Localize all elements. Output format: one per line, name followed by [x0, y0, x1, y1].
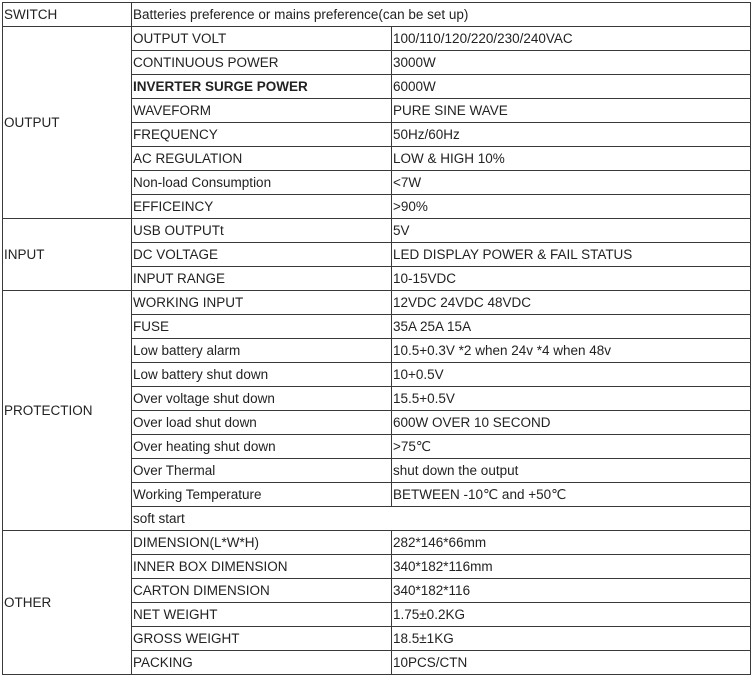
spec-label: FUSE — [132, 315, 392, 339]
spec-label: Over load shut down — [132, 411, 392, 435]
table-row — [3, 531, 751, 555]
spec-value: 282*146*66mm — [392, 531, 751, 555]
spec-value: 35A 25A 15A — [392, 315, 751, 339]
spec-label: Over heating shut down — [132, 435, 392, 459]
spec-label: Low battery alarm — [132, 339, 392, 363]
spec-value: shut down the output — [392, 459, 751, 483]
spec-value: 10.5+0.3V *2 when 24v *4 when 48v — [392, 339, 751, 363]
spec-label: EFFICEINCY — [132, 195, 392, 219]
spec-value: 1.75±0.2KG — [392, 603, 751, 627]
spec-value: PURE SINE WAVE — [392, 99, 751, 123]
spec-value: <7W — [392, 171, 751, 195]
spec-value: 50Hz/60Hz — [392, 123, 751, 147]
switch-value: Batteries preference or mains preference(can be set up) — [132, 3, 751, 27]
spec-label: CONTINUOUS POWER — [132, 51, 392, 75]
spec-label: Over Thermal — [132, 459, 392, 483]
spec-label: OUTPUT VOLT — [132, 27, 392, 51]
table-row — [3, 291, 751, 315]
spec-value: 3000W — [392, 51, 751, 75]
table-row — [3, 219, 751, 243]
spec-value: BETWEEN -10℃ and +50℃ — [392, 483, 751, 507]
spec-value: 10+0.5V — [392, 363, 751, 387]
spec-label: FREQUENCY — [132, 123, 392, 147]
spec-value: 6000W — [392, 75, 751, 99]
spec-value: 340*182*116 — [392, 579, 751, 603]
spec-value: 10PCS/CTN — [392, 651, 751, 675]
spec-value: 18.5±1KG — [392, 627, 751, 651]
spec-label: PACKING — [132, 651, 392, 675]
category-other: OTHER — [3, 531, 132, 675]
spec-label: CARTON DIMENSION — [132, 579, 392, 603]
table-row — [3, 27, 751, 51]
spec-label: WAVEFORM — [132, 99, 392, 123]
spec-label: Low battery shut down — [132, 363, 392, 387]
soft-start-label: soft start — [132, 507, 751, 531]
spec-value: 10-15VDC — [392, 267, 751, 291]
spec-value: 100/110/120/220/230/240VAC — [392, 27, 751, 51]
spec-label: USB OUTPUTt — [132, 219, 392, 243]
spec-table — [2, 2, 751, 675]
spec-value: >90% — [392, 195, 751, 219]
category-switch: SWITCH — [3, 3, 132, 27]
spec-value: 5V — [392, 219, 751, 243]
spec-label: NET WEIGHT — [132, 603, 392, 627]
category-output: OUTPUT — [3, 27, 132, 219]
spec-value: >75℃ — [392, 435, 751, 459]
spec-label: AC REGULATION — [132, 147, 392, 171]
spec-label: INNER BOX DIMENSION — [132, 555, 392, 579]
category-protection: PROTECTION — [3, 291, 132, 531]
spec-value: 12VDC 24VDC 48VDC — [392, 291, 751, 315]
spec-value: 600W OVER 10 SECOND — [392, 411, 751, 435]
spec-label: INVERTER SURGE POWER — [132, 75, 392, 99]
category-input: INPUT — [3, 219, 132, 291]
spec-label: WORKING INPUT — [132, 291, 392, 315]
spec-label: DIMENSION(L*W*H) — [132, 531, 392, 555]
spec-label: Working Temperature — [132, 483, 392, 507]
spec-label: GROSS WEIGHT — [132, 627, 392, 651]
spec-label: DC VOLTAGE — [132, 243, 392, 267]
table-row — [3, 3, 751, 27]
spec-label: Non-load Consumption — [132, 171, 392, 195]
spec-label: Over voltage shut down — [132, 387, 392, 411]
spec-label: INPUT RANGE — [132, 267, 392, 291]
spec-value: 15.5+0.5V — [392, 387, 751, 411]
spec-value: LOW & HIGH 10% — [392, 147, 751, 171]
spec-value: 340*182*116mm — [392, 555, 751, 579]
spec-value: LED DISPLAY POWER & FAIL STATUS — [392, 243, 751, 267]
